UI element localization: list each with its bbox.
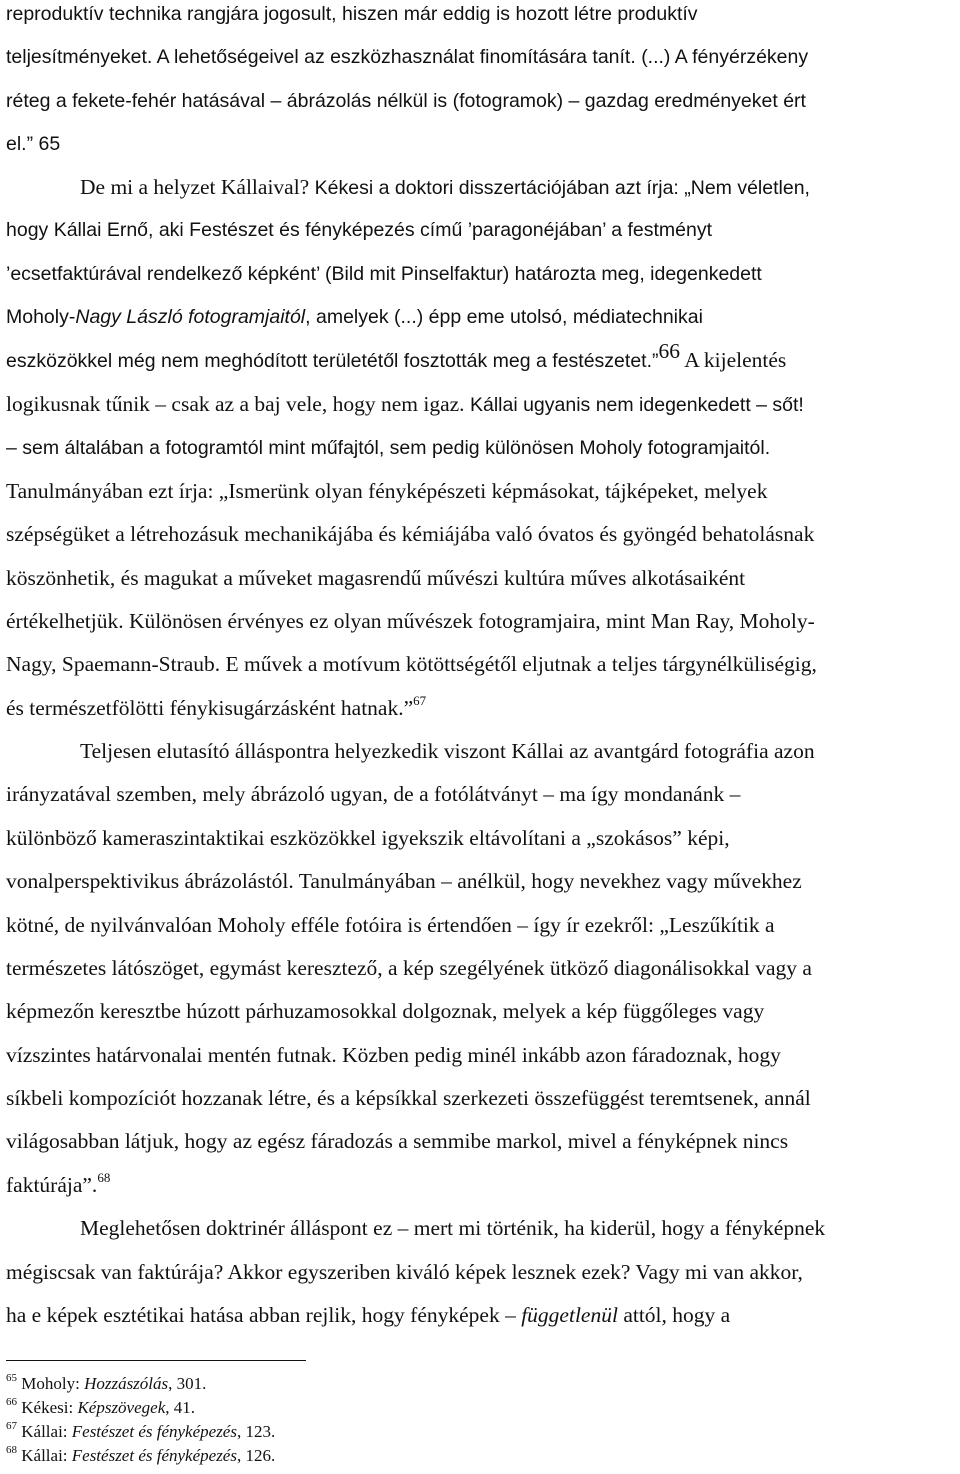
italic-run: függetlenül [521, 1303, 618, 1327]
body-line [6, 1169, 111, 1197]
text-run: Moholy: [17, 1374, 85, 1393]
text-run: eszközökkel még nem meghódított területétől fosztották meg a festészetet.” [6, 350, 659, 372]
text-run: faktúrája”. [6, 1173, 98, 1197]
body-line: szépségüket a létrehozásuk mechanikájába és kémiájába való óvatos és gyöngéd behatolásnak [6, 522, 815, 546]
text-run: logikusnak tűnik – csak az a baj vele, hogy nem igaz. [6, 392, 465, 416]
italic-run: Festészet és fényképezés [71, 1446, 237, 1465]
text-run: és természetfölötti fénykisugárzásként hatnak.” [6, 696, 414, 720]
body-line: irányzatával szemben, mely ábrázoló ugyan, de a fotólátványt – ma így mondanánk – [6, 782, 741, 806]
footnote-number: 65 [6, 1372, 17, 1385]
footnote-ref: 68 [97, 1169, 111, 1185]
body-line: világosabban látjuk, hogy az egész fáradozás a semmibe markol, mivel a fényképnek nincs [6, 1129, 789, 1153]
italic-run: Hozzászólás [84, 1374, 169, 1393]
body-line [6, 1303, 730, 1327]
body-line: hogy Kállai Ernő, aki Festészet és fényképezés című ’paragonéjában’ a festményt [6, 219, 712, 241]
body-line: síkbeli kompozíciót hozzanak létre, és a képsíkkal szerkezeti összefüggést teremtsenek, annál [6, 1086, 811, 1110]
body-line: réteg a fekete-fehér hatásával – ábrázolás nélkül is (fotogramok) – gazdag eredményeket ért [6, 90, 806, 112]
text-run: A kijelentés [680, 348, 787, 372]
footnote-number: 66 [6, 1396, 17, 1409]
body-line: Teljesen elutasító álláspontra helyezkedik viszont Kállai az avantgárd fotográfia azon [80, 739, 815, 763]
body-line: vízszintes határvonalai mentén futnak. Közben pedig minél inkább azon fáradoznak, hogy [6, 1043, 781, 1067]
footnote-separator [6, 1360, 306, 1361]
text-run: , 301. [168, 1374, 207, 1393]
body-line: reproduktív technika rangjára jogosult, hiszen már eddig is hozott létre produktív [6, 3, 698, 25]
footnote-ref: 66 [658, 338, 680, 363]
body-line: Tanulmányában ezt írja: „Ismerünk olyan fényképészeti képmásokat, tájképeket, melyek [6, 479, 768, 503]
body-line: – sem általában a fotogramtól mint műfajtól, sem pedig különösen Moholy fotogramjaitól. [6, 437, 771, 459]
body-line: különböző kameraszintaktikai eszközökkel igyekszik eltávolítani a „szokásos” képi, [6, 826, 730, 850]
body-line: természetes látószöget, egymást keresztező, a kép szegélyének ütköző diagonálisokkal vagy a [6, 956, 812, 980]
text-run: Kékesi a doktori disszertációjában azt írja: „Nem véletlen, [309, 177, 810, 199]
body-line [6, 692, 427, 720]
body-line: Meglehetősen doktrinér álláspont ez – mert mi történik, ha kiderül, hogy a fényképnek [80, 1216, 826, 1240]
text-run: Kállai: [17, 1422, 72, 1441]
body-line: mégiscsak van faktúrája? Akkor egyszeriben kiváló képek lesznek ezek? Vagy mi van akkor, [6, 1260, 803, 1284]
body-line [6, 338, 787, 372]
body-line: köszönhetik, és magukat a műveket magasrendű művészi kultúra műves alkotásaiként [6, 566, 746, 590]
text-run: De mi a helyzet Kállaival? [80, 175, 310, 199]
text-run: ha e képek esztétikai hatása abban rejlik, hogy fényképek – [6, 1303, 522, 1327]
body-line [80, 175, 810, 199]
italic-run: Festészet és fényképezés [71, 1422, 237, 1441]
text-run: Kállai: [17, 1446, 72, 1465]
body-line: Nagy, Spaemann-Straub. E művek a motívum kötöttségétől eljutnak a teljes tárgynélküliségig, [6, 652, 817, 676]
text-run: , amelyek (...) épp eme utolsó, médiatechnikai [305, 306, 703, 328]
body-line: értékelhetjük. Különösen érvényes ez olyan művészek fotogramjaira, mint Man Ray, Moholy- [6, 609, 815, 633]
text-run: , 123. [236, 1422, 276, 1441]
body-line: képmezőn keresztbe húzott párhuzamosokkal dolgoznak, melyek a kép függőleges vagy [6, 999, 765, 1023]
body-line: kötné, de nyilvánvalóan Moholy efféle fotóira is értendően – így ír ezekről: „Leszűkítik a [6, 913, 775, 937]
body-line [6, 305, 703, 329]
text-run: attól, hogy a [617, 1303, 731, 1327]
footnote [6, 1374, 206, 1394]
footnote-ref: 67 [413, 692, 427, 708]
footnote [6, 1446, 275, 1466]
footnote [6, 1398, 195, 1418]
footnote-number: 67 [6, 1420, 17, 1433]
footnote [6, 1422, 275, 1442]
text-run: Kállai ugyanis nem idegenkedett – sőt! [464, 394, 804, 416]
text-run: , 41. [165, 1398, 195, 1417]
body-line: el.” 65 [6, 133, 61, 155]
body-line: teljesítményeket. A lehetőségeivel az eszközhasználat finomítására tanít. (...) A fényérzékeny [6, 46, 809, 68]
body-line: ’ecsetfaktúrával rendelkező képként’ (Bild mit Pinselfaktur) határozta meg, idegenkedett [6, 263, 762, 285]
body-line: vonalperspektivikus ábrázolástól. Tanulmányában – anélkül, hogy nevekhez vagy művekhez [6, 869, 802, 893]
text-run: , 126. [236, 1446, 276, 1465]
text-run: Moholy- [6, 306, 76, 328]
body-line [6, 392, 804, 416]
text-run: Kékesi: [17, 1398, 78, 1417]
italic-run: Nagy László fotogramjaitól [75, 306, 306, 328]
italic-run: Képszövegek [77, 1398, 166, 1417]
footnote-number: 68 [6, 1444, 17, 1457]
